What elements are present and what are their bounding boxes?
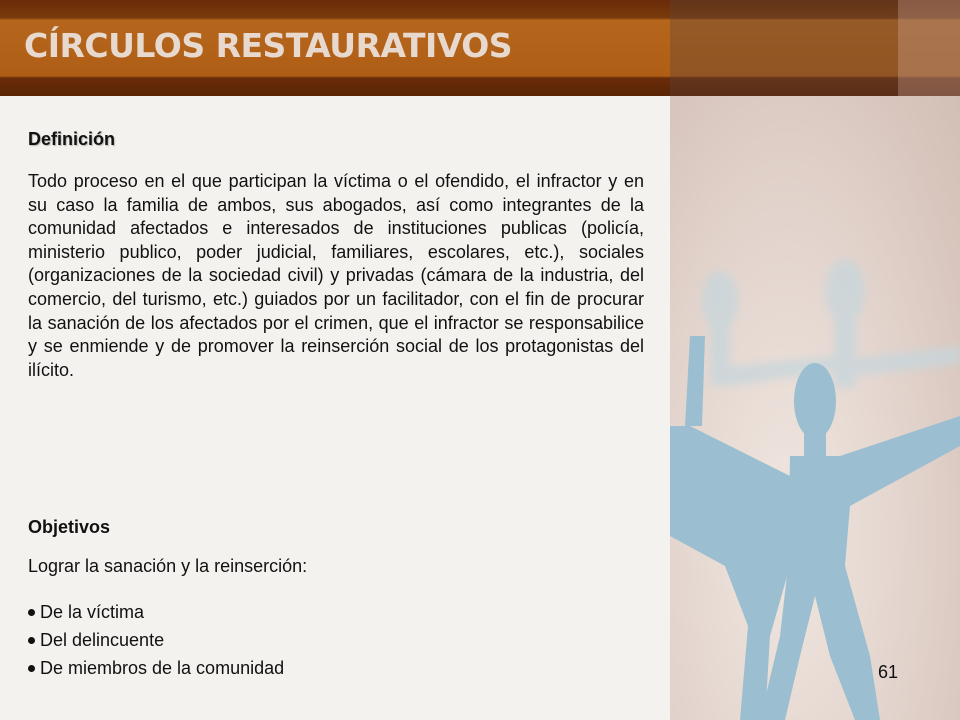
list-item-label: De la víctima — [40, 602, 145, 622]
objetivos-list — [28, 598, 284, 682]
definicion-heading: Definición — [28, 129, 116, 149]
paper-people-chain-icon — [670, 96, 960, 720]
list-item — [28, 598, 284, 626]
title-bar-fade-panel-right — [898, 0, 960, 96]
objetivos-intro: Lograr la sanación y la reinserción: — [28, 556, 308, 576]
bullet-icon — [28, 637, 35, 644]
title-bar-fade-panel — [670, 0, 898, 96]
page-number: 61 — [878, 662, 899, 682]
list-item — [28, 626, 284, 654]
bullet-icon — [28, 609, 35, 616]
title-bar — [0, 0, 960, 96]
objetivos-heading: Objetivos — [28, 517, 111, 537]
list-item-label: De miembros de la comunidad — [40, 658, 285, 678]
bullet-icon — [28, 665, 35, 672]
slide-title: CÍRCULOS RESTAURATIVOS — [24, 26, 513, 65]
definicion-text: Todo proceso en el que participan la víctima o el ofendido, el infractor y en su caso la familia de ambos, sus abogados, así como integrantes de la comunidad afectados e interesados de instituciones publicas (policía, ministerio publico, poder judicial, familiares, escolares, etc.), sociales (organizaciones de la sociedad civil) y privadas (cámara de la industria, del comercio, del turismo, etc.) guiados por un facilitador, con el fin de procurar la sanación de los afectados por el crimen, que el infractor se responsabilice y se enmiende y de promover la reinserción social de los protagonistas del ilícito. — [28, 171, 644, 380]
list-item — [28, 654, 284, 682]
list-item-label: Del delincuente — [40, 630, 165, 650]
